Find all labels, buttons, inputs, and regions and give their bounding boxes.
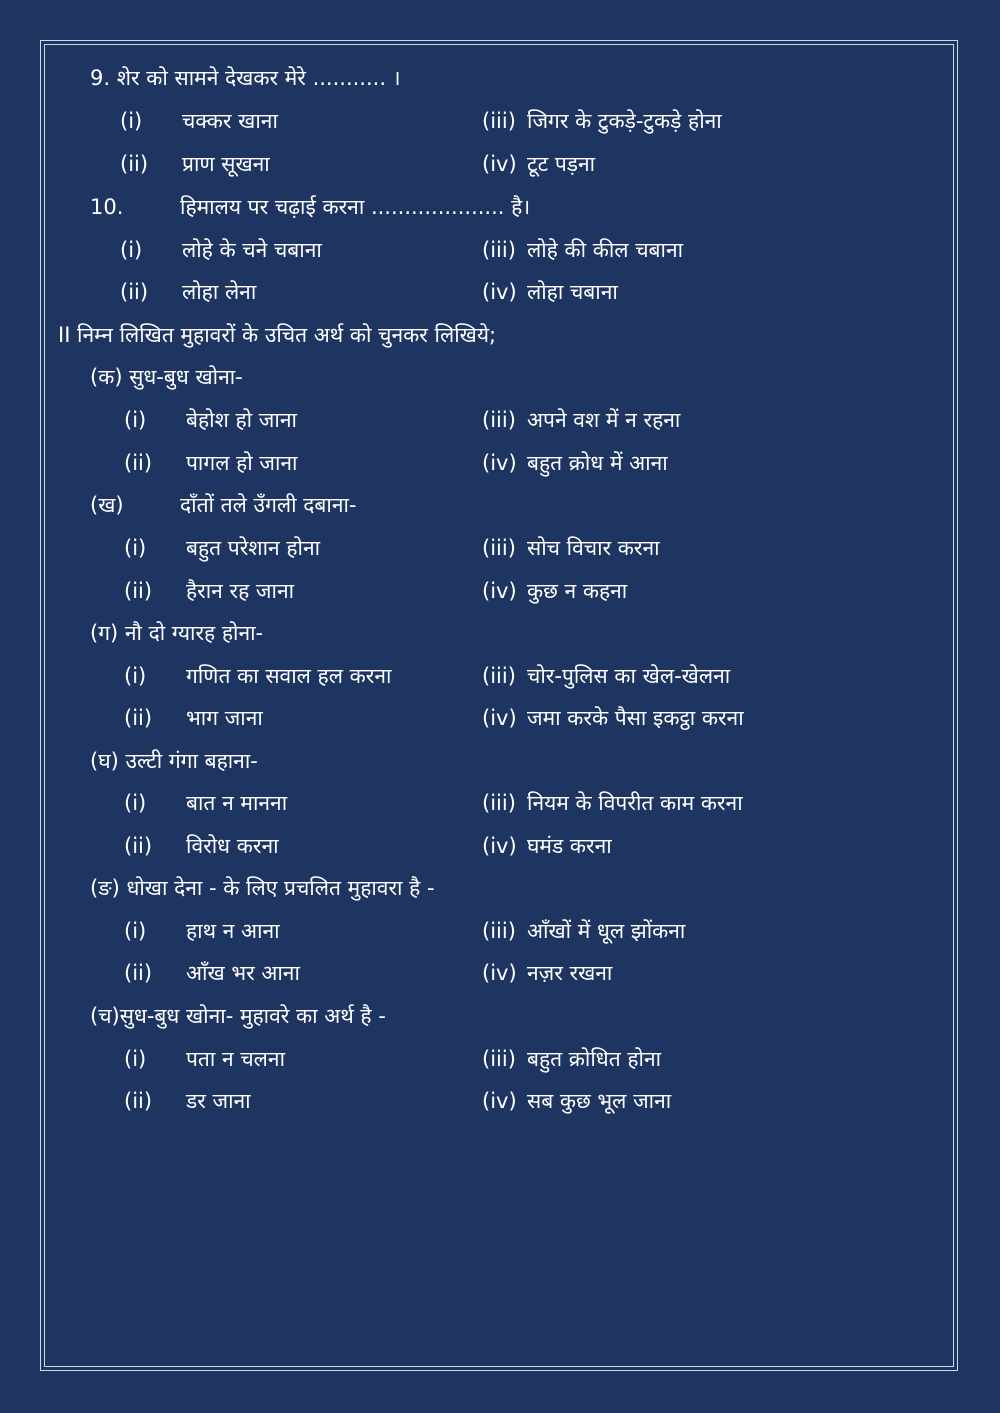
option-text: बहुत क्रोध में आना <box>527 451 668 475</box>
option-number: (ii) <box>120 280 149 304</box>
option-text: चोर-पुलिस का खेल-खेलना <box>527 664 731 688</box>
option-text: नज़र रखना <box>527 961 613 985</box>
section-2-heading: II निम्न लिखित मुहावरों के उचित अर्थ को चुनकर लिखिये; <box>58 323 497 347</box>
option-text: बात न मानना <box>186 791 288 815</box>
option-text: बहुत क्रोधित होना <box>527 1047 662 1071</box>
option-text: जमा करके पैसा इकट्ठा करना <box>527 706 744 730</box>
option-number: (i) <box>124 408 147 432</box>
option-number: (i) <box>124 919 147 943</box>
option-number: (ii) <box>124 834 153 858</box>
option-text: सब कुछ भूल जाना <box>527 1089 672 1113</box>
question-number: 10. <box>90 195 124 219</box>
option-number: (iii) <box>482 536 516 560</box>
option-text: टूट पड़ना <box>527 152 596 176</box>
question-text: दाँतों तले उँगली दबाना- <box>180 493 357 517</box>
option-text: प्राण सूखना <box>182 152 270 176</box>
option-text: अपने वश में न रहना <box>527 408 681 432</box>
option-text: बेहोश हो जाना <box>186 408 297 432</box>
option-number: (i) <box>124 664 147 688</box>
option-number: (ii) <box>124 706 153 730</box>
question-9: 9. शेर को सामने देखकर मेरे ........... । <box>90 66 401 90</box>
option-number: (iv) <box>482 961 517 985</box>
option-number: (iv) <box>482 280 517 304</box>
option-text: कुछ न कहना <box>527 579 628 603</box>
option-number: (iv) <box>482 579 517 603</box>
question-ng: (ङ) धोखा देना - के लिए प्रचलित मुहावरा है - <box>90 876 435 900</box>
option-text: सोच विचार करना <box>527 536 660 560</box>
option-text: नियम के विपरीत काम करना <box>527 791 743 815</box>
question-gh: (घ) उल्टी गंगा बहाना- <box>90 749 258 773</box>
option-number: (ii) <box>120 152 149 176</box>
option-number: (i) <box>124 536 147 560</box>
option-text: लोहा लेना <box>182 280 257 304</box>
option-number: (i) <box>124 791 147 815</box>
option-text: चक्कर खाना <box>182 109 278 133</box>
question-k: (क) सुध-बुध खोना- <box>90 365 243 389</box>
option-number: (iv) <box>482 706 517 730</box>
option-text: गणित का सवाल हल करना <box>186 664 392 688</box>
option-number: (ii) <box>124 579 153 603</box>
option-number: (iv) <box>482 451 517 475</box>
option-text: आँखों में धूल झोंकना <box>527 919 686 943</box>
option-number: (iii) <box>482 791 516 815</box>
option-text: लोहे की कील चबाना <box>527 238 684 262</box>
option-text: विरोध करना <box>186 834 279 858</box>
option-text: हाथ न आना <box>186 919 280 943</box>
option-text: जिगर के टुकड़े-टुकड़े होना <box>527 109 722 133</box>
option-number: (i) <box>120 238 143 262</box>
option-text: डर जाना <box>186 1089 251 1113</box>
option-number: (iii) <box>482 919 516 943</box>
option-text: हैरान रह जाना <box>186 579 295 603</box>
option-number: (ii) <box>124 451 153 475</box>
option-number: (iii) <box>482 1047 516 1071</box>
option-number: (iv) <box>482 834 517 858</box>
option-number: (iii) <box>482 408 516 432</box>
option-number: (iii) <box>482 238 516 262</box>
question-ch: (च)सुध-बुध खोना- मुहावरे का अर्थ है - <box>90 1004 386 1028</box>
option-number: (iv) <box>482 1089 517 1113</box>
option-number: (i) <box>124 1047 147 1071</box>
option-text: पागल हो जाना <box>186 451 298 475</box>
option-number: (iii) <box>482 664 516 688</box>
option-number: (iv) <box>482 152 517 176</box>
option-text: पता न चलना <box>186 1047 286 1071</box>
option-text: भाग जाना <box>186 706 263 730</box>
option-number: (ii) <box>124 1089 153 1113</box>
option-text: आँख भर आना <box>186 961 300 985</box>
option-text: लोहा चबाना <box>527 280 618 304</box>
option-number: (ii) <box>124 961 153 985</box>
option-number: (i) <box>120 109 143 133</box>
question-number: (ख) <box>90 493 124 517</box>
question-g: (ग) नौ दो ग्यारह होना- <box>90 621 264 645</box>
question-text: हिमालय पर चढ़ाई करना .................... है। <box>180 195 531 219</box>
option-text: लोहे के चने चबाना <box>182 238 322 262</box>
option-text: घमंड करना <box>527 834 612 858</box>
option-text: बहुत परेशान होना <box>186 536 321 560</box>
option-number: (iii) <box>482 109 516 133</box>
